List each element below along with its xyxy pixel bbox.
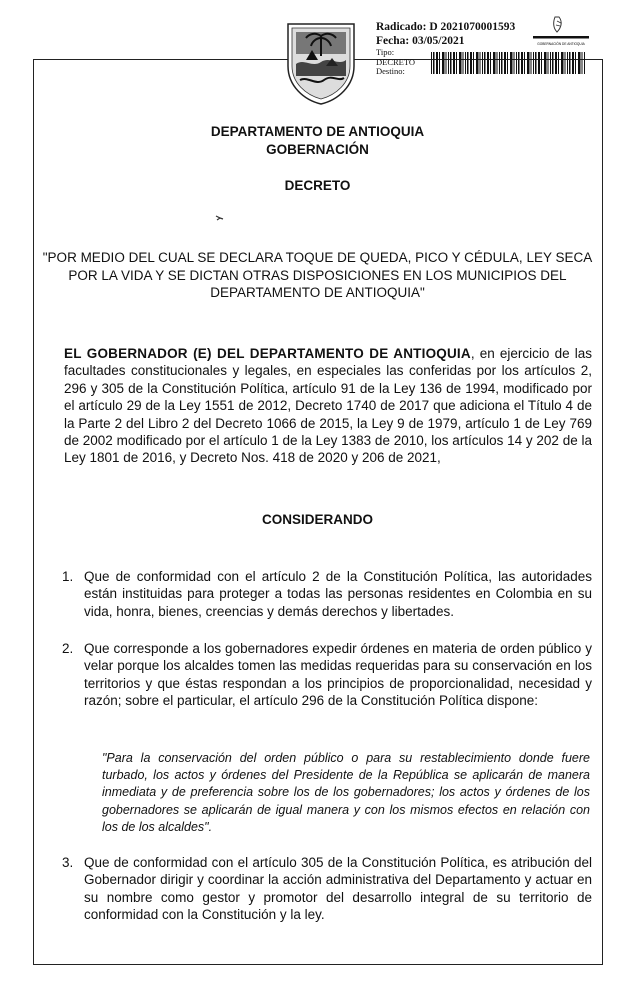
stray-mark-icon [215,214,225,222]
antioquia-seal-icon [282,20,360,106]
fecha-text: Fecha: 03/05/2021 [376,35,465,47]
radicado-text: Radicado: D 2021070001593 [376,21,516,33]
intro-lead: EL GOBERNADOR (E) DEL DEPARTAMENTO DE ANTIOQUIA [64,346,471,361]
gobernacion-logo-icon [531,14,591,48]
barcode-icon [430,52,588,74]
constitution-quote: "Para la conservación del orden público o para su restablecimiento donde fuere turbado, los actos y órdenes del Presidente de la República se aplicarán de manera inmediata y de preferencia sobre los de los gobernadores; los actos y órdenes de los gobernadores se aplicarán de igual manera y con los mismos efectos en relación con los de los alcaldes". [102,751,590,834]
item-number: 2. [62,641,74,656]
tipo-value: DECRETO [376,56,416,67]
considerando-item [64,640,592,710]
doc-type-heading: DECRETO [284,178,351,193]
item-text: Que de conformidad con el artículo 2 de la Constitución Política, las autoridades están instituidas para proteger a todas las personas residentes en Colombia en su vida, honra, bienes, creencias y demás derechos y libertades. [84,569,592,619]
office-heading: GOBERNACIÓN [266,142,369,157]
frame-right-line [602,59,603,964]
destino-label: Destino: [376,66,405,76]
tipo-label: Tipo: [376,47,395,57]
item-text: Que de conformidad con el artículo 305 de la Constitución Política, es atribución del Gobernador dirigir y coordinar la acción administrativa del Departamento y actuar en su nombre como gestor y promotor del desarrollo integral de su territorio de conformidad con la Constitución y la ley. [84,855,592,923]
frame-bottom-line [33,964,603,965]
intro-rest: , en ejercicio de las facultades constitucionales y legales, en especiales las conferidas por los artículos 2, 296 y 305 de la Constitución Política, artículo 91 de la Ley 136 de 1994, modificado por el artículo 29 de la Ley 1551 de 2012, Decreto 1740 de 2017 que adiciona el Título 4 de la Parte 2 del Libro 2 del Decreto 1066 de 2015, la Ley 9 de 1979, artículo 1 de Ley 769 de 2002 modificado por el artículo 1 de la Ley 1383 de 2010, los artículos 14 y 202 de la Ley 1801 de 2016, y Decreto Nos. 418 de 2020 y 206 de 2021, [64,346,592,466]
frame-left-line [33,59,34,964]
item-number: 1. [62,569,74,584]
considerando-item [64,568,592,620]
intro-paragraph [64,345,592,467]
department-heading: DEPARTAMENTO DE ANTIOQUIA [210,124,425,139]
decree-title: "POR MEDIO DEL CUAL SE DECLARA TOQUE DE QUEDA, PICO Y CÉDULA, LEY SECA POR LA VIDA Y SE DICTAN OTRAS DISPOSICIONES EN LOS MUNICIPIOS DEL DEPARTAMENTO DE ANTIOQUIA" [42,250,593,300]
considerando-item [64,854,592,924]
considerando-heading: CONSIDERANDO [261,512,373,527]
logo-caption: GOBERNACIÓN DE ANTIOQUIA [537,42,585,46]
item-number: 3. [62,855,74,870]
item-text: Que corresponde a los gobernadores expedir órdenes en materia de orden público y velar porque los alcaldes tomen las medidas requeridas para su conservación en los territorios y que éstas respondan a los principios de proporcionalidad, necesidad y razón; sobre el particular, el artículo 296 de la Constitución Política dispone: [84,641,592,709]
